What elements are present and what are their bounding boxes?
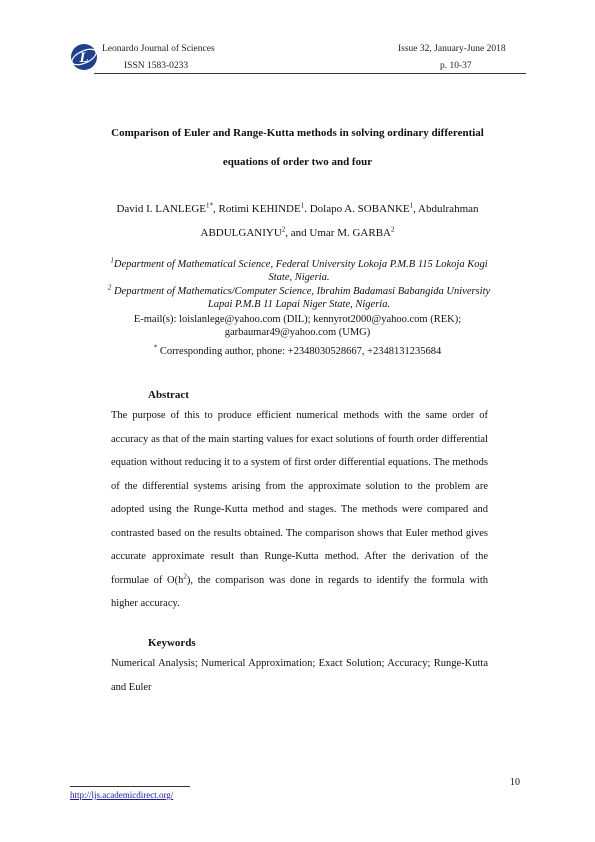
journal-website-link[interactable]: http://ljs.academicdirect.org/ [70, 790, 174, 800]
journal-pages: p. 10-37 [440, 61, 472, 71]
keywords-heading: Keywords [148, 637, 196, 649]
header-rule [94, 73, 526, 74]
affiliation-mark: 1 [110, 256, 114, 265]
author-line-2 [60, 227, 535, 239]
email-block [60, 313, 535, 339]
paper-title-line-1: Comparison of Euler and Range-Kutta methods in solving ordinary differential [111, 127, 484, 139]
affiliation-1 [70, 258, 528, 284]
abstract-text-part: The purpose of this to produce efficient numerical methods with the same order of accuracy as that of the main starting values for exact solutions of fourth order differential equation without reducing it to a system of first order differential equations. The methods of the differential systems arising from the approximate solution to the problem are adopted using the Runge-Kutta method and stages. The methods were compared and contrasted based on the results obtained. The comparison shows that Euler method gives accurate approximate result than Runge-Kutta method. After the derivation of the formulae of O(h [111, 410, 488, 586]
page-number: 10 [510, 777, 520, 788]
author-line-1 [60, 203, 535, 215]
author-name: David I. LANLEGE [116, 203, 206, 215]
abstract-text [111, 404, 488, 616]
author-affiliation-mark: 2 [281, 225, 286, 234]
affiliation-text: Department of Mathematics/Computer Science, Ibrahim Badamasi Babangida University [111, 286, 491, 297]
author-affiliation-mark: 1* [206, 201, 213, 210]
journal-issue: Issue 32, January-June 2018 [398, 44, 506, 54]
paper-title-line-2: equations of order two and four [222, 156, 373, 168]
author-affiliation-mark: 1 [300, 201, 305, 210]
author-name: . Dolapo A. SOBANKE [304, 203, 410, 215]
abstract-superscript: 2 [183, 572, 187, 580]
email-line: E-mail(s): loislanlege@yahoo.com (DIL); kennyrot2000@yahoo.com (REK); [133, 314, 462, 325]
affiliation-mark: 2 [107, 283, 112, 292]
footer-rule [70, 786, 190, 787]
author-name: ABDULGANIYU [200, 227, 282, 239]
corresponding-text: Corresponding author, phone: +2348030528667, +2348131235684 [157, 346, 442, 357]
author-affiliation-mark: 1 [409, 201, 414, 210]
affiliation-text: Department of Mathematical Science, Federal University Lokoja P.M.B 115 Lokoja Kogi [113, 259, 488, 270]
journal-name: Leonardo Journal of Sciences [102, 44, 215, 54]
journal-logo [70, 43, 98, 71]
svg-text:L: L [79, 50, 89, 66]
journal-logo-icon [70, 43, 98, 71]
author-affiliation-mark: 2 [391, 225, 395, 234]
email-line: garbaumar49@yahoo.com (UMG) [224, 327, 371, 338]
abstract-text-part: ), the comparison was done in regards to identify the formula with higher accuracy. [111, 574, 488, 609]
keywords-text: Numerical Analysis; Numerical Approximation; Exact Solution; Accuracy; Runge-Kutta and Euler [111, 658, 488, 693]
corresponding-mark: * [153, 343, 158, 352]
author-name: , Abdulrahman [413, 203, 479, 215]
author-name: , Rotimi KEHINDE [213, 203, 301, 215]
abstract-heading: Abstract [148, 389, 189, 401]
affiliation-text: State, Nigeria. [268, 272, 330, 283]
affiliation-text: Lapai P.M.B 11 Lapai Niger State, Nigeria. [207, 299, 391, 310]
affiliation-2 [70, 285, 528, 311]
author-name: , and Umar M. GARBA [285, 227, 391, 239]
journal-issn: ISSN 1583-0233 [124, 61, 189, 71]
corresponding-author [60, 343, 535, 357]
